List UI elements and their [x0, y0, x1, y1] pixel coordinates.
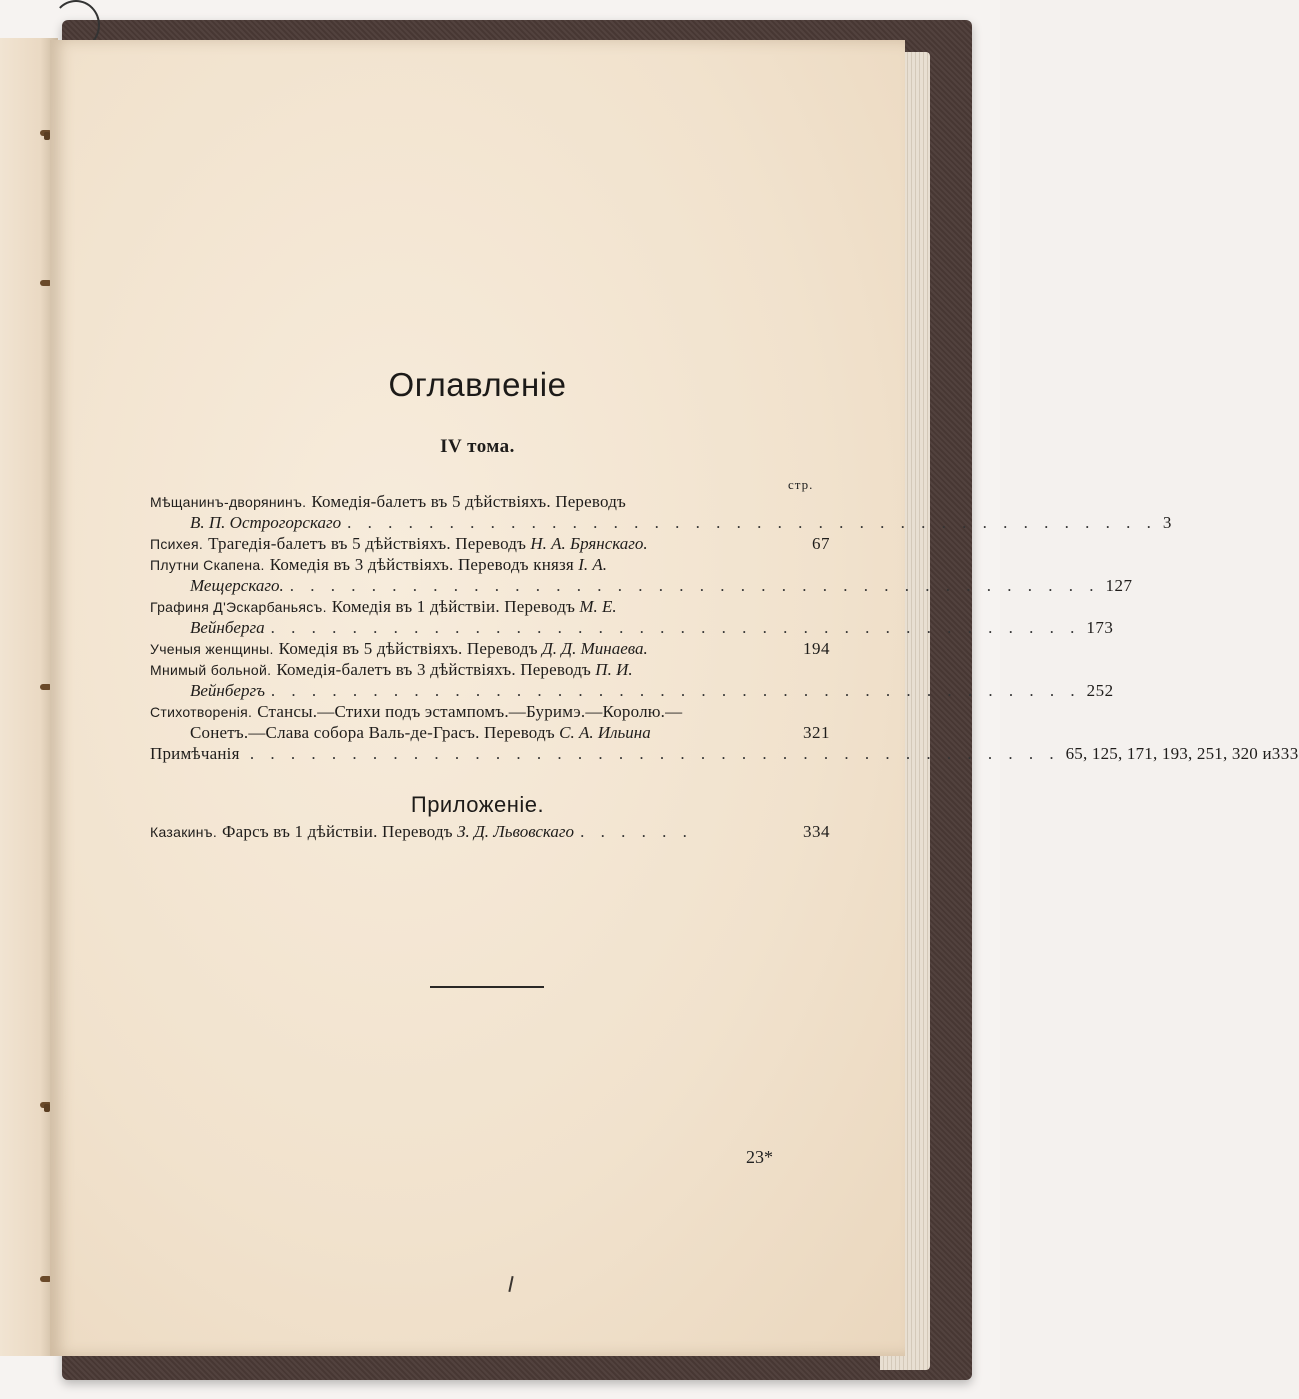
- leader-dots: . . . . . . . . . . . . . . . . . . . . . . . . . . . . . . . . . . . . . . . .: [347, 513, 1157, 532]
- entry-page: 127: [1105, 576, 1133, 595]
- leader-dots: . . . . . . . . . . . . . . . . . . . . . . . . . . . . . . . . . . . . . . . .: [270, 681, 1081, 700]
- leader-dots: . . . . . .: [580, 822, 693, 841]
- entry-text: Стансы.—Стихи подъ эстампомъ.—Буримэ.—Королю.—: [257, 702, 683, 721]
- appendix-list: [150, 822, 830, 843]
- entry-page: 252: [1086, 681, 1114, 700]
- entry-page: 67: [812, 534, 830, 553]
- entry-page: 333: [1271, 744, 1299, 763]
- toc-entry-line: [150, 618, 1114, 639]
- entry-text: Трагедія-балетъ въ 5 дѣйствіяхъ. Переводъ: [208, 534, 527, 553]
- entry-text: Комедія-балетъ въ 3 дѣйствіяхъ. Переводъ: [276, 660, 592, 679]
- entry-text: Фарсъ въ 1 дѣйствіи. Переводъ: [222, 822, 453, 841]
- entry-text: Комедія-балетъ въ 5 дѣйствіяхъ. Переводъ: [311, 492, 627, 511]
- entry-text: Примѣчанія: [150, 744, 240, 763]
- toc-entry-line: [150, 597, 830, 618]
- entry-title: Мѣщанинъ-дворянинъ.: [150, 494, 307, 510]
- entry-page: 194: [803, 639, 830, 658]
- toc-list: [150, 492, 1299, 765]
- entry-title: Психея.: [150, 536, 204, 552]
- gutter-mark: [44, 132, 50, 140]
- leader-dots: . . . . . . . . . . . . . . . . . . . . . . . . . . . . . . . . . . . . . . . .: [270, 618, 1081, 637]
- leader-dots: . . . . . . . . . . . . . . . . . . . . . . . . . . . . . . . . . . . . . . . .: [249, 744, 1060, 763]
- entry-translator: Вейнбергъ: [190, 681, 265, 700]
- entry-text: Сонетъ.—Слава собора Валь-де-Грасъ. Переводъ: [190, 723, 555, 742]
- entry-translator: Вейнберга: [190, 618, 265, 637]
- entry-translator: П. И.: [595, 660, 633, 679]
- toc-entry-line: [150, 660, 830, 681]
- entry-title: Казакинъ.: [150, 824, 218, 840]
- entry-text: Комедія въ 3 дѣйствіяхъ. Переводъ князя: [269, 555, 574, 574]
- toc-entry-line: [150, 576, 1133, 597]
- toc-entry-line: [150, 822, 830, 843]
- entry-title: Мнимый больной.: [150, 662, 272, 678]
- toc-entry-line: [150, 639, 830, 660]
- entry-translator: Д. Д. Минаева.: [541, 639, 648, 658]
- toc-entry-line: [150, 555, 830, 576]
- entry-translator: М. Е.: [579, 597, 617, 616]
- leader-dots: . . . . . . . . . . . . . . . . . . . . . . . . . . . . . . . . . . . . . . . .: [289, 576, 1100, 595]
- entry-page: 334: [803, 822, 830, 841]
- toc-entry-line: [150, 681, 1114, 702]
- appendix-title: Приложеніе.: [410, 792, 545, 817]
- page-column-header: стр.: [788, 477, 814, 492]
- entry-text: Комедія въ 5 дѣйствіяхъ. Переводъ: [278, 639, 538, 658]
- page-title: Оглавленіе: [388, 366, 567, 403]
- signature-mark: 23*: [746, 1147, 773, 1167]
- entry-translator: I. А.: [578, 555, 607, 574]
- entry-page: 3: [1162, 513, 1172, 532]
- entry-translator: З. Д. Львовскаго: [457, 822, 575, 841]
- entry-page: 173: [1086, 618, 1114, 637]
- divider-rule: [430, 986, 544, 988]
- entry-page-list: 65, 125, 171, 193, 251, 320 и: [1065, 744, 1272, 763]
- toc-entry-line: [150, 492, 830, 513]
- toc-entry-line: [150, 534, 830, 555]
- entry-translator: В. П. Острогорскаго: [190, 513, 342, 532]
- entry-page: 321: [803, 723, 830, 742]
- entry-text: Комедія въ 1 дѣйствіи. Переводъ: [331, 597, 576, 616]
- entry-title: Ученыя женщины.: [150, 641, 274, 657]
- entry-translator: С. А. Ильина: [559, 723, 651, 742]
- volume-subtitle: IV тома.: [440, 436, 515, 457]
- ink-mark: [508, 1276, 513, 1292]
- entry-title: Стихотворенія.: [150, 704, 253, 720]
- entry-translator: Н. А. Брянскаго.: [530, 534, 648, 553]
- toc-entry-line: [150, 744, 1299, 765]
- toc-page: [50, 40, 1299, 1356]
- toc-entry-line: [150, 702, 830, 723]
- entry-title: Графиня Д'Эскарбаньясъ.: [150, 599, 327, 615]
- toc-entry-line: [150, 723, 830, 744]
- entry-title: Плутни Скапена.: [150, 557, 265, 573]
- entry-translator: Мещерскаго.: [190, 576, 284, 595]
- toc-entry-line: [150, 513, 1172, 534]
- gutter-mark: [44, 1104, 50, 1112]
